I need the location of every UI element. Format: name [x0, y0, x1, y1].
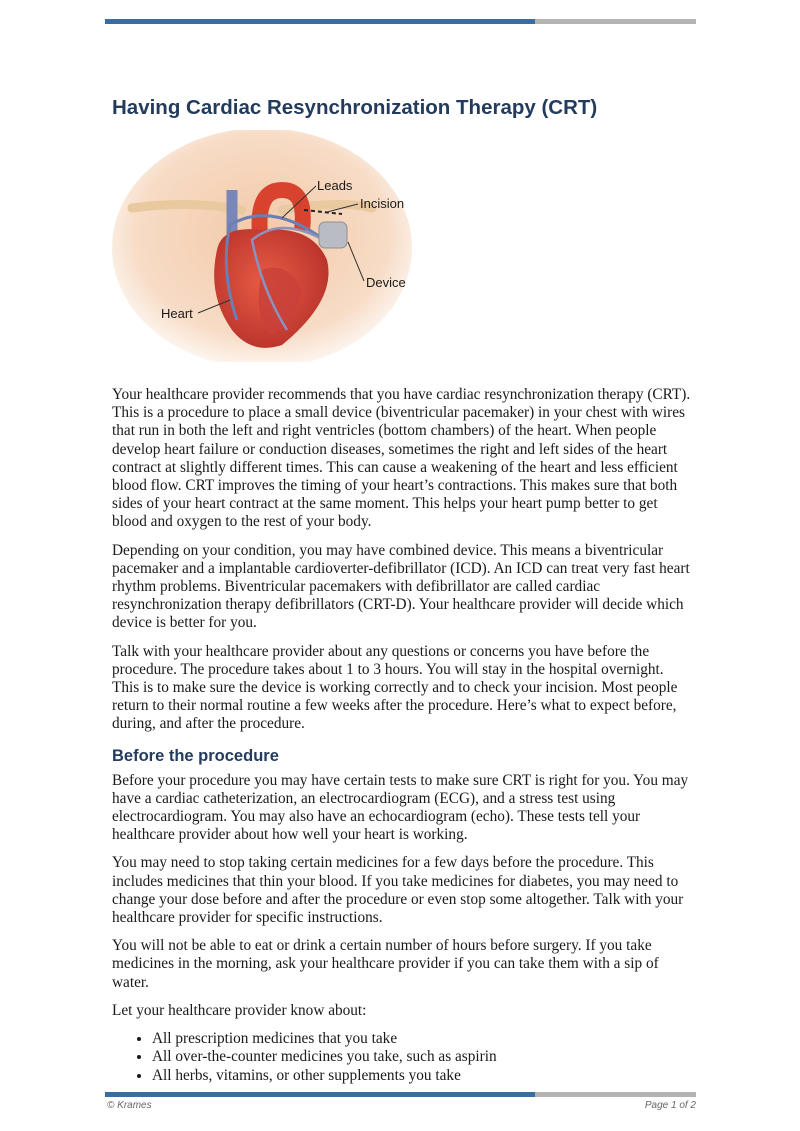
bottom-rule-gray: [535, 1092, 696, 1097]
crt-illustration: [112, 130, 412, 362]
figure-label-heart: Heart: [161, 306, 193, 321]
before-paragraph: Let your healthcare provider know about:: [112, 1001, 367, 1019]
bottom-rule: [105, 1092, 696, 1097]
footer-page-number: Page 1 of 2: [644, 1100, 696, 1111]
tell-provider-list: [112, 1030, 692, 1085]
figure-label-leads: Leads: [317, 178, 353, 193]
figure-label-device: Device: [366, 275, 406, 290]
intro-paragraph: Talk with your healthcare provider about any questions or concerns you have before the procedure. The procedure takes about 1 to 3 hours. You will stay in the hospital overnight. This is to make sure the device is working correctly and to check your incision. Most people return to their normal routine a few weeks after the procedure. Here’s what to expect before, during, and after the procedure.: [112, 642, 678, 733]
list-item: • All herbs, vitamins, or other supplements you take: [152, 1067, 692, 1085]
figure-label-incision: Incision: [360, 196, 405, 211]
intro-paragraph: Your healthcare provider recommends that you have cardiac resynchronization therapy (CRT). This is a procedure to place a small device (biventricular pacemaker) in your chest with wires that run in both the left and right ventricles (bottom chambers) of the heart. When people develop heart failure or conduction diseases, sometimes the right and left sides of the heart contract at slightly different times. This can cause a weakening of the heart and less efficient blood flow. CRT improves the timing of your heart’s contractions. This makes sure that both sides of your heart contract at the same moment. This helps your heart pump better to get blood and oxygen to the rest of your body.: [112, 386, 691, 531]
before-paragraph: You will not be able to eat or drink a certain number of hours before surgery. If you take medicines in the morning, ask your healthcare provider if you can take them with a sip of water.: [112, 937, 659, 991]
before-paragraph: Before your procedure you may have certain tests to make sure CRT is right for you. You may have a cardiac catheterization, an electrocardiogram (ECG), and a stress test using electrocardiogram. You may also have an echocardiogram (echo). These tests tell your healthcare provider about how well your heart is working.: [112, 771, 689, 844]
top-rule: [105, 19, 696, 24]
before-paragraph: You may need to stop taking certain medicines for a few days before the procedure. This includes medicines that thin your blood. If you take medicines for diabetes, you may need to change your dose before and after the procedure or even stop some altogether. Talk with your healthcare provider for specific instructions.: [112, 854, 684, 927]
section-heading-before: Before the procedure: [112, 746, 279, 765]
list-item: • All over-the-counter medicines you take, such as aspirin: [152, 1048, 692, 1066]
intro-paragraph: Depending on your condition, you may have combined device. This means a biventricular pacemaker and a implantable cardioverter-defibrillator (ICD). An ICD can treat very fast heart rhythm problems. Biventricular pacemakers with defibrillator are called cardiac resynchronization therapy defibrillators (CRT-D). Your healthcare provider will decide which device is better for you.: [112, 541, 690, 632]
bottom-rule-blue: [105, 1092, 535, 1097]
document-body: [112, 94, 692, 1085]
page-title: Having Cardiac Resynchronization Therapy (CRT): [112, 96, 598, 119]
list-item: • All prescription medicines that you take: [152, 1030, 692, 1048]
footer-copyright: © Krames: [107, 1100, 152, 1111]
top-rule-gray: [535, 19, 696, 24]
chest-heart-illustration: [112, 130, 412, 362]
top-rule-blue: [105, 19, 535, 24]
pacemaker-device: [319, 222, 347, 248]
